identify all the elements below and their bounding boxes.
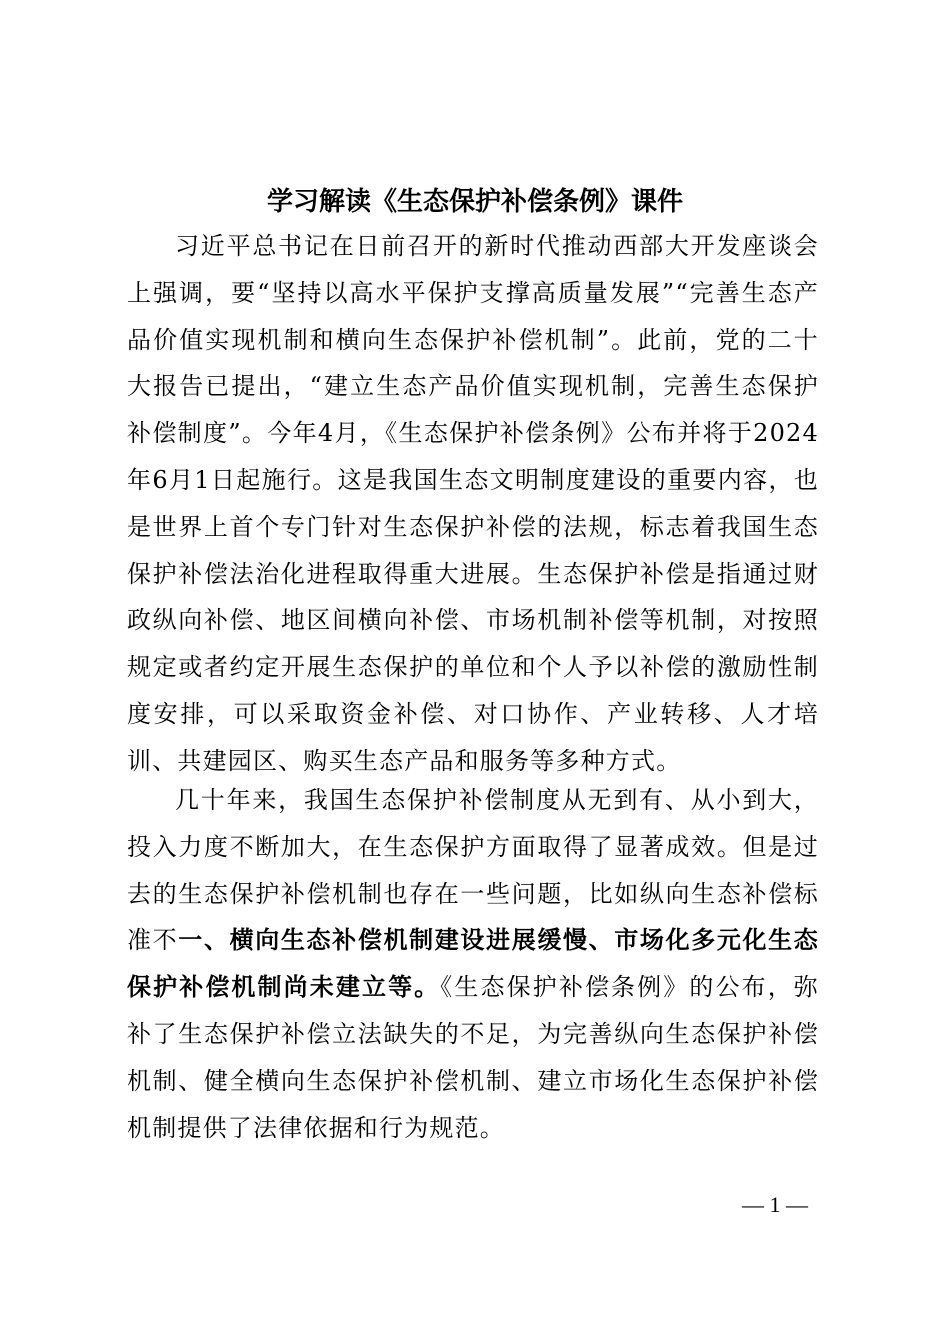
paragraph-1: 习近平总书记在日前召开的新时代推动西部大开发座谈会上强调，要“坚持以高水平保护支撑高质量发展”“完善生态产品价值实现机制和横向生态保护补偿机制”。此前，党的二十大报告已提出，“建立生态产品价值实现机制，完善生态保护补偿制度”。今年4月，《生态保护补偿条例》公布并将于2024年6月1日起施行。这是我国生态文明制度建设的重要内容，也是世界上首个专门针对生态保护补偿的法规，标志着我国生态保护补偿法治化进程取得重大进展。生态保护补偿是指通过财政纵向补偿、地区间横向补偿、市场机制补偿等机制，对按照规定或者约定开展生态保护的单位和个人予以补偿的激励性制度安排，可以采取资金补偿、对口协作、产业转移、人才培训、共建园区、购买生态产品和服务等多种方式。 [127, 232, 819, 775]
page-number: — 1 — [742, 1192, 808, 1217]
document-title: 学习解读《生态保护补偿条例》课件 [266, 187, 683, 217]
paragraph-2-tail: 《生态保护补偿条例》的公布，弥补了生态保护补偿立法缺失的不足，为完善纵向生态保护补偿机制、健全横向生态保护补偿机制、建立市场化生态保护补偿机制提供了法律依据和行为规范。 [127, 973, 820, 1142]
paragraph-2-emphasis: 一、横向生态补偿机制建设进展缓慢、市场化多元化生态保护补偿机制尚未建立等。 [127, 926, 819, 1002]
paragraph-2 [127, 777, 819, 1151]
paragraph-2-lead: 几十年来，我国生态保护补偿制度从无到有、从小到大，投入力度不断加大，在生态保护方面取得了显著成效。但是过去的生态保护补偿机制也存在一些问题，比如纵向生态补偿标准不 [127, 786, 819, 955]
